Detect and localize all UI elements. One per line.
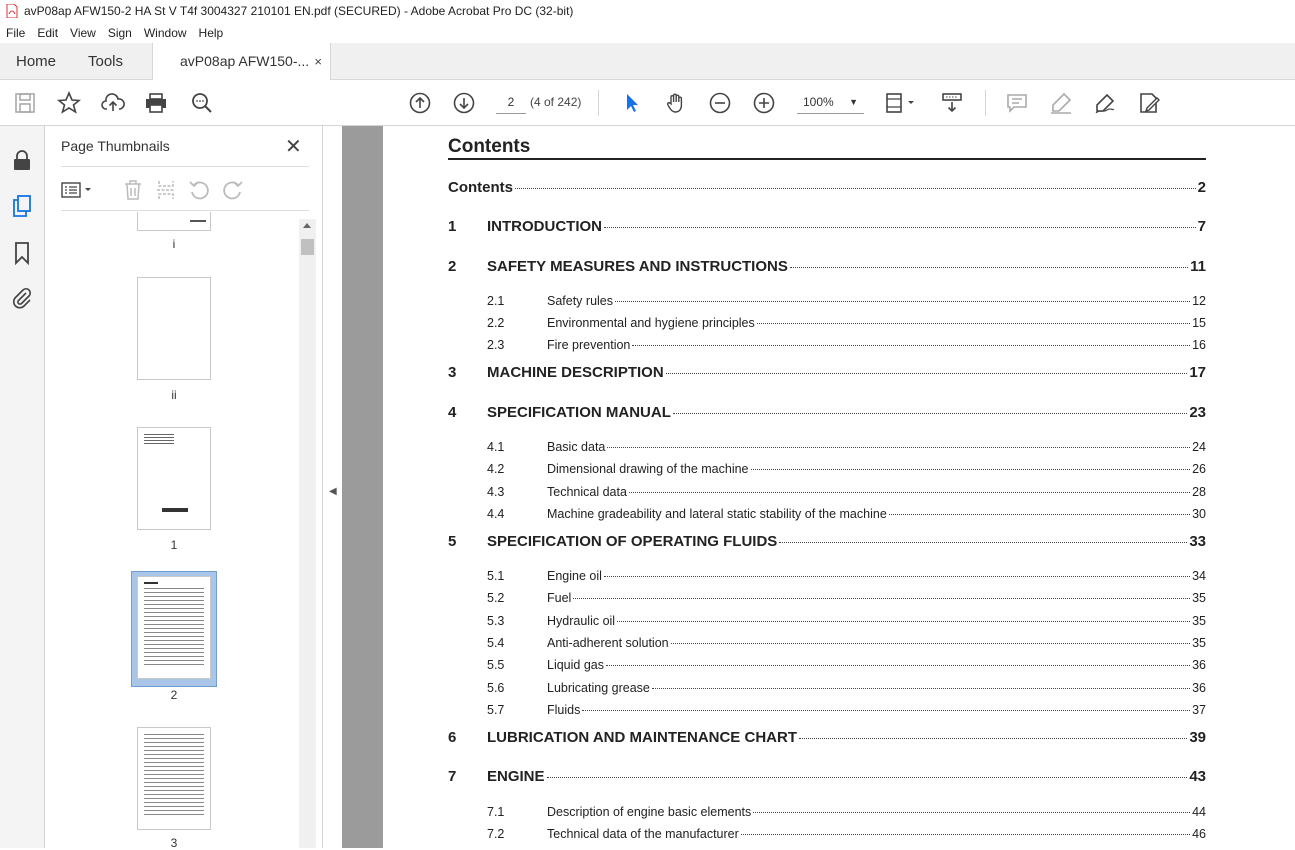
- toc-entry-number: 2.3: [487, 338, 505, 352]
- thumbnail-heading: [144, 582, 158, 584]
- select-cursor-icon[interactable]: [620, 91, 644, 115]
- close-icon[interactable]: ×: [314, 54, 322, 69]
- toc-dot-leader: [652, 688, 1190, 689]
- rotate-left-icon[interactable]: [187, 178, 211, 202]
- thumbnail-text-block: [144, 734, 204, 818]
- toc-entry-label: Safety rules: [547, 294, 614, 308]
- toc-entry[interactable]: [448, 703, 1206, 717]
- toc-dot-leader: [673, 413, 1187, 414]
- menu-bar: [0, 22, 1295, 43]
- panel-title: Page Thumbnails: [61, 138, 170, 154]
- toc-entry-label: Lubricating grease: [547, 681, 650, 695]
- toc-entry-label: Fuel: [547, 591, 572, 605]
- toc-entry-page: 16: [1192, 338, 1206, 352]
- toc-entry-number: 2.1: [487, 294, 505, 308]
- toc-entry-page: 37: [1192, 703, 1206, 717]
- thumbnail-text-block: [144, 588, 204, 668]
- toc-entry-label: LUBRICATION AND MAINTENANCE CHART: [487, 729, 797, 746]
- scroll-mode-icon[interactable]: [940, 91, 964, 115]
- thumbnail-logo: [162, 508, 188, 512]
- menu-sign[interactable]: Sign: [107, 25, 132, 40]
- toc-dot-leader: [606, 665, 1190, 666]
- toc-entry-page: 7: [1197, 218, 1206, 235]
- toc-entry-page: 34: [1192, 569, 1206, 583]
- thumbnail-label: i: [172, 237, 176, 251]
- print-icon[interactable]: [144, 91, 168, 115]
- page-thumbnail[interactable]: [137, 277, 211, 380]
- toc-entry-label: Liquid gas: [547, 658, 604, 672]
- toc-entry-number: 5: [448, 533, 457, 550]
- toc-entry-label: INTRODUCTION: [487, 218, 602, 235]
- collapse-arrow-icon[interactable]: ◀: [329, 486, 337, 497]
- toc-entry-label: Anti-adherent solution: [547, 636, 669, 650]
- toc-entry[interactable]: [448, 294, 1206, 308]
- toc-entry-page: 39: [1189, 729, 1206, 746]
- toc-entry-page: 35: [1192, 614, 1206, 628]
- toc-entry[interactable]: [448, 681, 1206, 695]
- toc-entry-label: Description of engine basic elements: [547, 805, 752, 819]
- toc-entry-page: 36: [1192, 681, 1206, 695]
- menu-edit[interactable]: Edit: [37, 25, 59, 40]
- toc-entry[interactable]: [448, 614, 1206, 628]
- thumbnail-scrollbar[interactable]: [299, 219, 316, 848]
- toc-entry-page: 30: [1192, 507, 1206, 521]
- toc-entry-number: 7.1: [487, 805, 505, 819]
- toc-entry-page: 12: [1192, 294, 1206, 308]
- toc-entry-number: 5.6: [487, 681, 505, 695]
- next-page-icon[interactable]: [452, 91, 476, 115]
- toolbar-divider: [598, 90, 599, 116]
- toc-dot-leader: [604, 227, 1196, 228]
- toc-entry-number: 2.2: [487, 316, 505, 330]
- zoom-level-value: 100%: [803, 95, 834, 109]
- menu-window[interactable]: Window: [143, 25, 187, 40]
- toc-entry[interactable]: [448, 316, 1206, 330]
- divider: [61, 166, 309, 167]
- toc-entry[interactable]: [448, 485, 1206, 499]
- toc-entry-number: 5.2: [487, 591, 505, 605]
- toc-dot-leader: [741, 834, 1190, 835]
- toc-entry[interactable]: [448, 805, 1206, 819]
- lock-icon[interactable]: [10, 148, 34, 172]
- toc-dot-leader: [573, 598, 1190, 599]
- toc-entry-label: Hydraulic oil: [547, 614, 616, 628]
- page-number-input[interactable]: 2: [496, 90, 526, 114]
- window-title-bar: [0, 0, 1295, 22]
- thumbnail-tools: [61, 176, 311, 204]
- toc-entry-page: 2: [1197, 179, 1206, 196]
- previous-page-icon[interactable]: [408, 91, 432, 115]
- toc-entry-label: Machine gradeability and lateral static stability of the machine: [547, 507, 887, 521]
- window-title: avP08ap AFW150-2 HA St V T4f 3004327 210101 EN.pdf (SECURED) - Adobe Acrobat Pro DC (32-bit): [24, 4, 574, 18]
- tab-document[interactable]: [152, 43, 331, 80]
- toc-entry-page: 11: [1190, 258, 1206, 275]
- toc-entry-number: 4.2: [487, 462, 505, 476]
- toc-dot-leader: [547, 777, 1188, 778]
- toc-entry-label: MACHINE DESCRIPTION: [487, 364, 664, 381]
- toc-entry[interactable]: [448, 636, 1206, 650]
- toc-entry-number: 5.3: [487, 614, 505, 628]
- sign-icon[interactable]: [1093, 91, 1117, 115]
- toc-entry-page: 26: [1192, 462, 1206, 476]
- toc-dot-leader: [753, 812, 1190, 813]
- thumbnail-label: 1: [170, 538, 178, 552]
- toc-entry-label: Technical data: [547, 485, 627, 499]
- zoom-out-icon[interactable]: [708, 91, 732, 115]
- toc-entry[interactable]: [448, 533, 1206, 550]
- toc-entry-label: Engine oil: [547, 569, 602, 583]
- toc-dot-leader: [790, 267, 1188, 268]
- toc-entry[interactable]: [448, 179, 1206, 196]
- toc-entry[interactable]: [448, 404, 1206, 421]
- scroll-up-arrow-icon[interactable]: [303, 223, 311, 228]
- toc-entry-page: 17: [1189, 364, 1206, 381]
- toc-entry-number: 4.4: [487, 507, 505, 521]
- toc-dot-leader: [515, 188, 1196, 189]
- comment-icon[interactable]: [1005, 91, 1029, 115]
- toc-entry-number: 4.1: [487, 440, 505, 454]
- toc-dot-leader: [629, 492, 1190, 493]
- toc-dot-leader: [666, 373, 1188, 374]
- page-thumbnail-selected[interactable]: [137, 576, 211, 679]
- thumbnail-label: 3: [170, 836, 178, 850]
- toc-entry[interactable]: [448, 218, 1206, 235]
- search-zoom-icon[interactable]: [190, 91, 214, 115]
- toc-entry[interactable]: [448, 768, 1206, 785]
- toc-entry[interactable]: [448, 258, 1206, 275]
- toc-entry-label: ENGINE: [487, 768, 545, 785]
- page-thumbnail[interactable]: [137, 427, 211, 530]
- toc-entry-number: 4.3: [487, 485, 505, 499]
- toc-entry-label: SPECIFICATION MANUAL: [487, 404, 671, 421]
- zoom-in-icon[interactable]: [752, 91, 776, 115]
- toc-entry[interactable]: [448, 658, 1206, 672]
- toc-dot-leader: [671, 643, 1190, 644]
- thumbnail-logo: [190, 220, 206, 222]
- toc-entry-page: 44: [1192, 805, 1206, 819]
- menu-help[interactable]: Help: [198, 25, 224, 40]
- toc-entry[interactable]: [448, 462, 1206, 476]
- close-icon[interactable]: ✕: [285, 136, 302, 158]
- acrobat-pdf-icon: [6, 4, 18, 18]
- toc-entry-page: 24: [1192, 440, 1206, 454]
- toc-entry-label: SPECIFICATION OF OPERATING FLUIDS: [487, 533, 778, 550]
- zoom-level-select[interactable]: [797, 90, 864, 114]
- tab-bar: [0, 43, 1295, 80]
- page-fit-icon[interactable]: [884, 91, 918, 115]
- toc-dot-leader: [632, 345, 1190, 346]
- toc-entry-page: 35: [1192, 591, 1206, 605]
- panel-splitter[interactable]: [322, 126, 342, 848]
- toc-entry-number: 2: [448, 258, 457, 275]
- main-toolbar: [0, 80, 1295, 126]
- toc-entry[interactable]: [448, 440, 1206, 454]
- toc-entry-label: Contents: [448, 179, 513, 196]
- thumbnail-text-block: [144, 434, 174, 446]
- document-page: [383, 126, 1295, 848]
- page-thumbnail[interactable]: [137, 727, 211, 830]
- toc-entry[interactable]: [448, 827, 1206, 841]
- toc-dot-leader: [615, 301, 1190, 302]
- thumbnail-label: ii: [171, 388, 177, 402]
- tab-tools[interactable]: Tools: [88, 53, 124, 70]
- toc-entry[interactable]: [448, 591, 1206, 605]
- toc-entry-page: 43: [1189, 768, 1206, 785]
- thumbnail-label: 2: [170, 688, 178, 702]
- toc-dot-leader: [799, 738, 1187, 739]
- save-icon[interactable]: [13, 91, 37, 115]
- toc-entry-label: Dimensional drawing of the machine: [547, 462, 749, 476]
- toc-dot-leader: [607, 447, 1190, 448]
- toc-entry-number: 7.2: [487, 827, 505, 841]
- toc-entry-label: Environmental and hygiene principles: [547, 316, 755, 330]
- toc-entry-label: Technical data of the manufacturer: [547, 827, 739, 841]
- scrollbar-thumb[interactable]: [301, 239, 314, 255]
- bookmark-icon[interactable]: [10, 241, 34, 265]
- page-count-label: (4 of 242): [530, 95, 582, 109]
- toc-entry-page: 15: [1192, 316, 1206, 330]
- attachment-icon[interactable]: [10, 286, 34, 310]
- tab-document-label: avP08ap AFW150-...: [180, 53, 310, 69]
- extract-pages-icon[interactable]: [154, 178, 178, 202]
- toc-entry-number: 5.5: [487, 658, 505, 672]
- toc-entry-page: 28: [1192, 485, 1206, 499]
- toolbar-divider: [985, 90, 986, 116]
- toc-dot-leader: [751, 469, 1191, 470]
- trash-icon[interactable]: [121, 178, 145, 202]
- toc-entry-page: 46: [1192, 827, 1206, 841]
- page-title: Contents: [448, 136, 531, 157]
- toc-dot-leader: [582, 710, 1190, 711]
- cloud-upload-icon[interactable]: [101, 91, 125, 115]
- toc-dot-leader: [889, 514, 1190, 515]
- toc-entry-page: 35: [1192, 636, 1206, 650]
- toc-entry-number: 3: [448, 364, 457, 381]
- toc-entry[interactable]: [448, 569, 1206, 583]
- toc-entry-label: Basic data: [547, 440, 606, 454]
- toc-entry-page: 23: [1189, 404, 1206, 421]
- toc-entry[interactable]: [448, 729, 1206, 746]
- menu-view[interactable]: View: [70, 25, 96, 40]
- toc-entry-number: 4: [448, 404, 457, 421]
- toc-dot-leader: [617, 621, 1190, 622]
- tab-home[interactable]: Home: [16, 53, 57, 70]
- page-thumbnails-icon[interactable]: [10, 194, 34, 218]
- divider: [61, 210, 309, 211]
- toc-entry-label: SAFETY MEASURES AND INSTRUCTIONS: [487, 258, 788, 275]
- heading-rule: [448, 158, 1206, 160]
- toc-entry-number: 5.1: [487, 569, 505, 583]
- toc-entry-number: 6: [448, 729, 457, 746]
- options-menu-icon[interactable]: [61, 178, 95, 202]
- hand-tool-icon[interactable]: [664, 91, 688, 115]
- toc-entry-number: 7: [448, 768, 457, 785]
- toc-entry-number: 5.7: [487, 703, 505, 717]
- star-icon[interactable]: [57, 91, 81, 115]
- toc-entry-number: 1: [448, 218, 457, 235]
- toc-entry[interactable]: [448, 338, 1206, 352]
- toc-entry-label: Fluids: [547, 703, 581, 717]
- menu-file[interactable]: File: [6, 25, 26, 40]
- toc-entry-page: 36: [1192, 658, 1206, 672]
- page-thumbnail[interactable]: [137, 212, 211, 231]
- chevron-down-icon: ▼: [849, 97, 858, 107]
- fill-sign-icon[interactable]: [1137, 91, 1161, 115]
- toc-entry[interactable]: [448, 507, 1206, 521]
- toc-entry-label: Fire prevention: [547, 338, 631, 352]
- navigation-rail: [0, 126, 45, 848]
- toc-entry[interactable]: [448, 364, 1206, 381]
- toc-dot-leader: [779, 542, 1187, 543]
- rotate-right-icon[interactable]: [221, 178, 245, 202]
- toc-entry-page: 33: [1189, 533, 1206, 550]
- toc-dot-leader: [604, 576, 1190, 577]
- toc-entry-number: 5.4: [487, 636, 505, 650]
- highlight-icon[interactable]: [1049, 91, 1073, 115]
- toc-dot-leader: [757, 323, 1190, 324]
